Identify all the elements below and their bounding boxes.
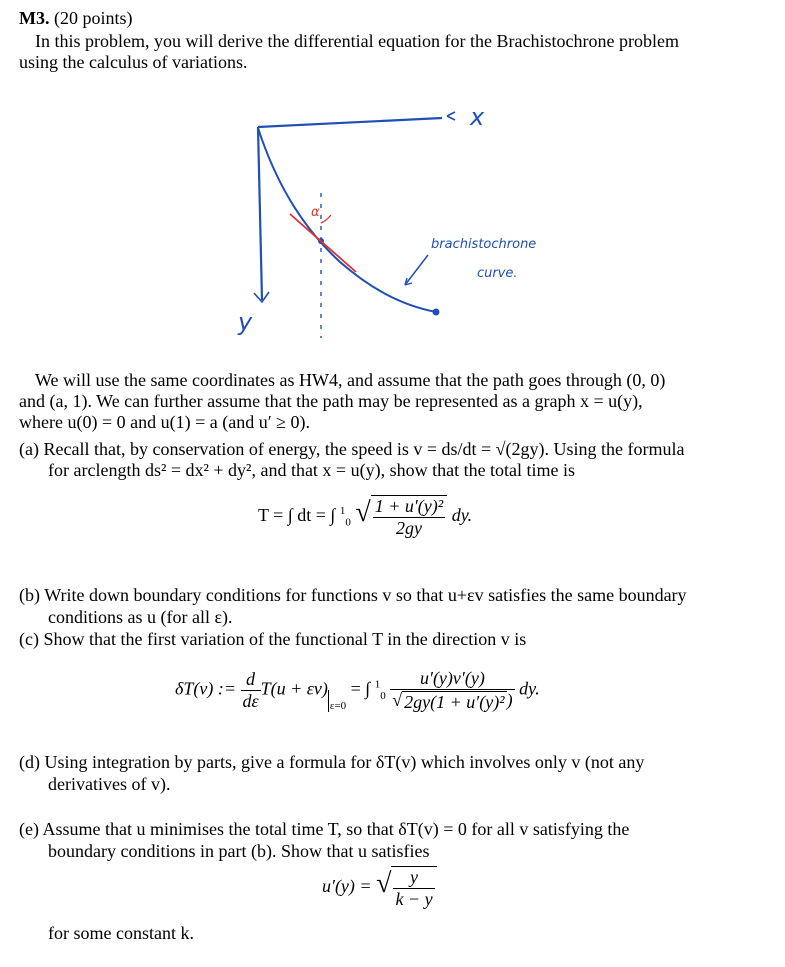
part-d-line-1	[19, 751, 644, 773]
part-b-line-2: conditions as u (for all ε).	[48, 607, 233, 627]
eq-e-radicand	[391, 866, 436, 910]
eq-c-denominator: √ 2gy(1 + u′(y)² )	[392, 690, 513, 712]
eq-a-tail: dy.	[451, 505, 473, 526]
part-c-equation	[175, 668, 540, 713]
eq-c-upper: 1	[374, 678, 381, 691]
eq-c-den-close: )	[506, 690, 513, 710]
eq-c-fraction	[390, 668, 514, 713]
setup-line-3: where u(0) = 0 and u(1) = a (and u′ ≥ 0).	[19, 412, 311, 432]
eq-c-numerator: u′(y)v′(y)	[390, 668, 514, 690]
part-e-equation	[322, 866, 437, 910]
eq-c-sub: ε=0	[328, 690, 346, 712]
part-a-label: (a)	[19, 439, 39, 459]
eq-c-d-den: dε	[242, 690, 259, 711]
part-e-footer: for some constant k.	[48, 923, 194, 943]
eq-c-d-num: d	[241, 669, 261, 691]
tangent-angle-label: α	[311, 205, 320, 220]
eq-a-radicand	[371, 495, 447, 539]
part-c-label: (c)	[19, 629, 39, 649]
setup-line-1: We will use the same coordinates as HW4, and assume that the path goes through (0, 0)	[35, 370, 666, 390]
eq-c-lhs: δT(v) :=	[175, 678, 236, 699]
eq-a-lhs: T = ∫ dt = ∫	[258, 505, 336, 526]
eq-c-lower: 0	[380, 690, 386, 703]
annotation-line-1: brachistochrone	[431, 237, 537, 252]
part-b-text-1: Write down boundary conditions for functions v so that u+εv satisfies the same boundary	[44, 585, 687, 605]
eq-c-mid: T(u + εv)	[260, 678, 328, 699]
part-d-label: (d)	[19, 752, 40, 772]
annotation-line-2: curve.	[477, 266, 518, 281]
eq-c-derivative	[241, 669, 261, 712]
eq-a-lower: 0	[345, 516, 351, 529]
endpoint-dot	[433, 309, 440, 316]
eq-e-denominator: k − y	[395, 889, 433, 909]
part-c-line-1	[19, 628, 526, 650]
part-a-line-1	[19, 438, 685, 460]
part-b-line-1	[19, 584, 687, 606]
eq-c-eq: = ∫	[350, 678, 371, 699]
x-axis-line	[258, 118, 442, 127]
eq-c-den-radicand: 2gy(1 + u′(y)²	[404, 691, 505, 712]
eq-e-numerator: y	[393, 867, 434, 889]
part-a-text-1: Recall that, by conservation of energy, the speed is v = ds/dt = √(2gy). Using the formula	[43, 439, 685, 459]
eq-e-lhs: u′(y) =	[322, 876, 372, 897]
part-e-label: (e)	[19, 819, 39, 839]
y-axis-label: y	[238, 308, 253, 336]
setup-line-2: and (a, 1). We can further assume that the path may be represented as a graph x = u(y),	[19, 391, 643, 411]
sqrt-sign-e: √	[376, 868, 392, 900]
part-b-label: (b)	[19, 585, 40, 605]
part-c-text-1: Show that the first variation of the functional T in the direction v is	[43, 629, 527, 649]
sqrt-sign: √	[355, 497, 371, 529]
part-d-text-1: Using integration by parts, give a formula for δT(v) which involves only v (not any	[44, 752, 645, 772]
eq-c-tail: dy.	[519, 678, 540, 699]
problem-points: (20 points)	[54, 8, 133, 28]
part-e-line-1	[19, 818, 629, 840]
intro-line-2: using the calculus of variations.	[19, 52, 248, 72]
x-axis-arrowhead	[447, 112, 455, 120]
eq-a-upper: 1	[339, 505, 346, 518]
y-axis-line	[258, 127, 262, 300]
part-d-line-2: derivatives of v).	[48, 774, 171, 794]
part-a-equation	[258, 495, 472, 539]
angle-arc	[321, 215, 331, 223]
eq-e-fraction	[393, 867, 434, 910]
part-e-line-2: boundary conditions in part (b). Show that u satisfies	[48, 841, 430, 861]
x-axis-label: x	[470, 103, 485, 131]
part-a-line-2: for arclength ds² = dx² + dy², and that x = u(y), show that the total time is	[48, 460, 576, 480]
part-e-text-1: Assume that u minimises the total time T, so that δT(v) = 0 for all v satisfying the	[42, 819, 630, 839]
eq-a-denominator: 2gy	[395, 518, 422, 538]
problem-id: M3.	[19, 8, 50, 28]
eq-a-fraction	[373, 496, 445, 539]
annotation-arrow	[405, 255, 428, 285]
eq-a-numerator: 1 + u′(y)²	[374, 496, 444, 516]
intro-line-1: In this problem, you will derive the differential equation for the Brachistochrone problem	[35, 31, 679, 51]
